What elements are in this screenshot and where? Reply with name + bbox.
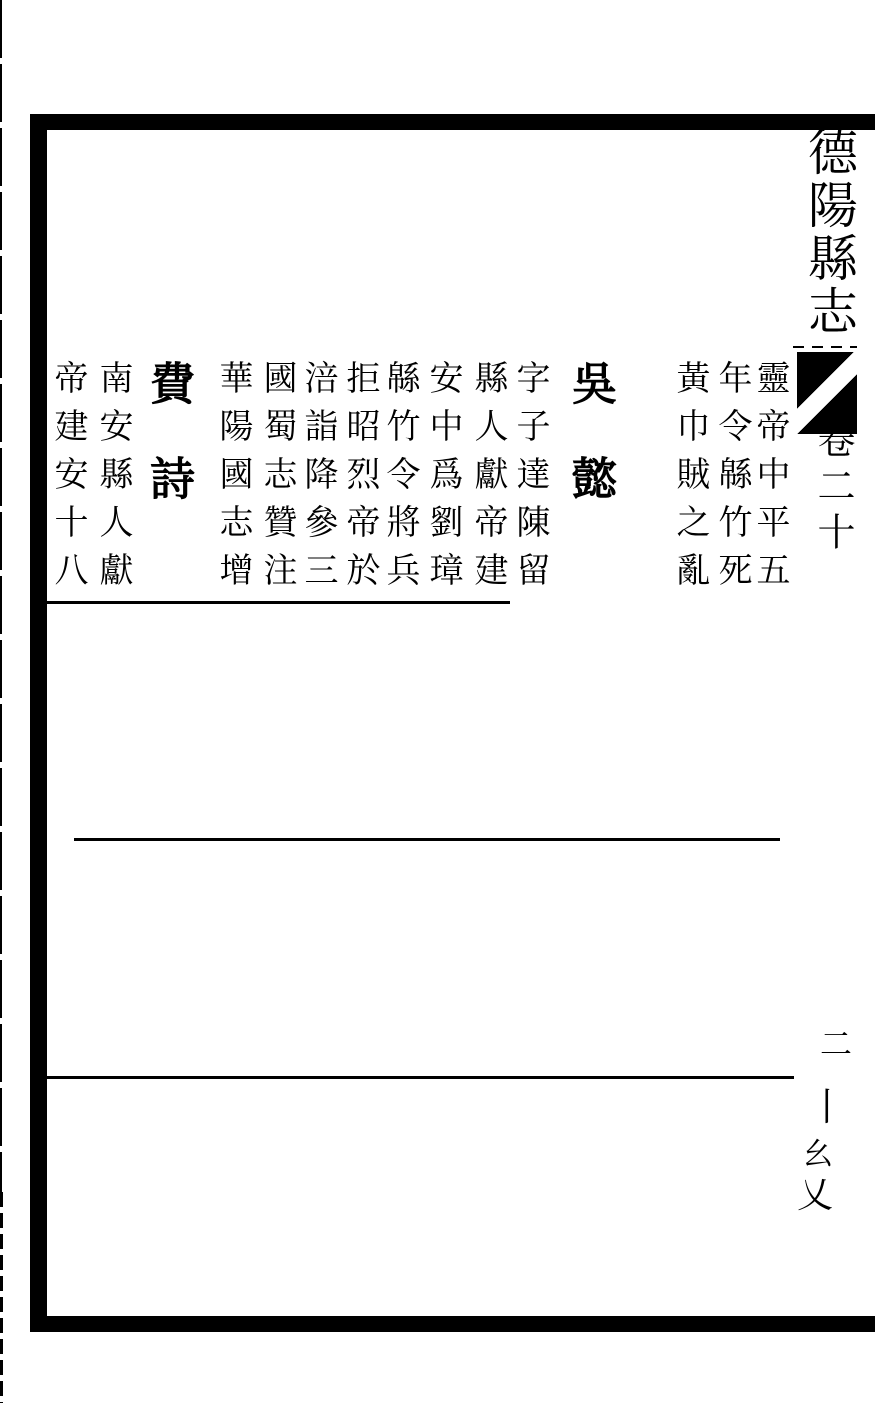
fishtail-dash-rule <box>793 346 857 348</box>
frame-left-border <box>30 114 47 1332</box>
frame-top-border <box>30 114 875 130</box>
text-column: 安中爲劉璋 <box>423 360 463 600</box>
text-column: 華陽國志增 <box>213 360 253 600</box>
frame-bottom-border <box>30 1316 875 1332</box>
text-column: 黃巾賊之亂 <box>670 360 710 600</box>
text-column: 國蜀志贊注 <box>257 360 297 600</box>
text-column: 緜竹令將兵 <box>380 360 420 600</box>
margin-glyph-fragment: 幺 <box>803 1137 833 1172</box>
frame-right-border-line <box>0 1192 3 1403</box>
frame-left-inner-line <box>0 0 2 1192</box>
entry-heading-wu-yi: 吳懿 <box>564 360 617 550</box>
entry-heading-fei-shi: 費詩 <box>142 360 195 550</box>
page-number: 二 <box>820 1025 853 1063</box>
text-band-bottom-rule <box>42 601 510 604</box>
text-column: 字子達陳留 <box>510 360 550 600</box>
lower-section-rule <box>42 1076 794 1079</box>
margin-volume-label: 卷二十 <box>811 420 855 558</box>
text-column: 拒昭烈帝於 <box>340 360 380 600</box>
text-column: 年令緜竹死 <box>712 360 752 600</box>
margin-book-title: 德陽縣志 <box>800 126 858 338</box>
text-column: 帝建安十八 <box>48 360 88 600</box>
text-column: 縣人獻帝建 <box>468 360 508 600</box>
margin-glyph-fragment: 丨 <box>808 1085 847 1129</box>
text-column: 靈帝中平五 <box>750 360 790 600</box>
margin-glyph-fragment: 乂 <box>797 1175 834 1216</box>
middle-section-rule <box>74 838 780 841</box>
text-column: 南安縣人獻 <box>93 360 133 600</box>
text-column: 涪詣降參三 <box>298 360 338 600</box>
